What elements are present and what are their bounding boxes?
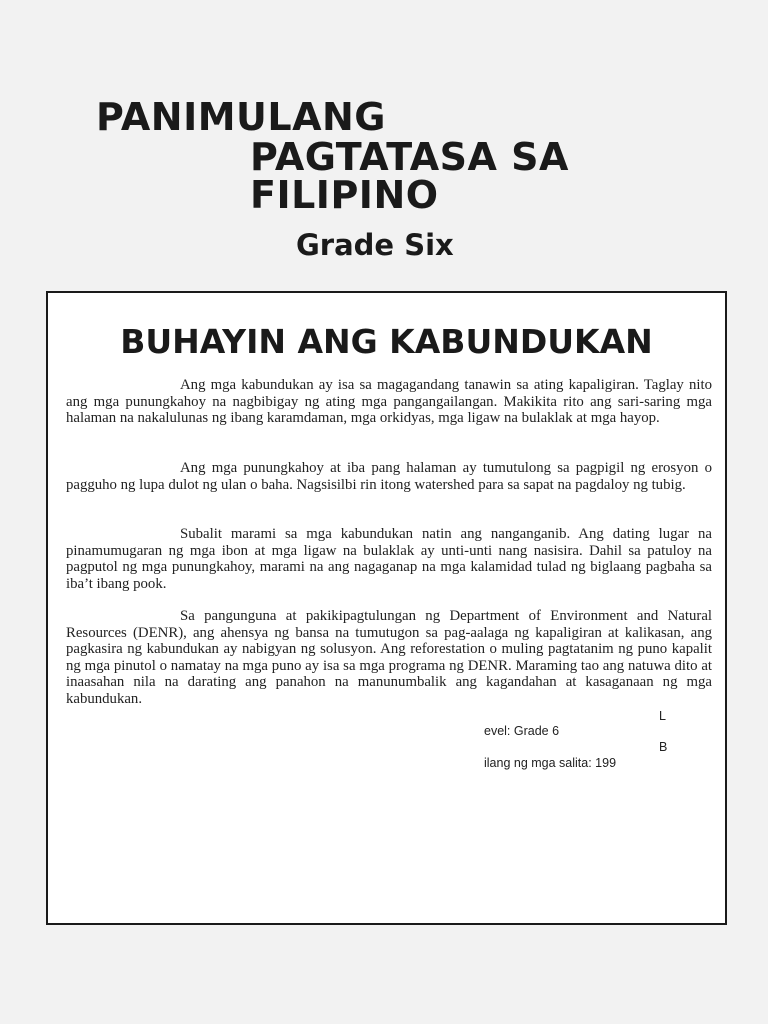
grade-label: Grade Six xyxy=(296,228,454,262)
title-line-3: FILIPINO xyxy=(250,173,439,217)
title-line-1: PANIMULANG xyxy=(96,95,386,139)
word-count-initial: B xyxy=(659,740,668,754)
story-paragraph-2: Ang mga punungkahoy at iba pang halaman ay tumutulong sa pagpigil ng erosyon o pagguho ng lupa dulot ng ulan o baha. Nagsisilbi rin itong watershed para sa sapat na pagdaloy ng tubig. xyxy=(66,460,712,493)
word-count-text: ilang ng mga salita: 199 xyxy=(484,756,617,770)
story-paragraph-4: Sa pangunguna at pakikipagtulungan ng Department of Environment and Natural Resources (DENR), ang ahensya ng bansa na tumutugon sa pag-aalaga ng kapaligiran at kalikasan, ang pagkasira ng kabundukan ay nabigyan ng solusyon. Ang reforestation o muling pagtatanim ng puno kapalit ng mga pinutol o namatay na mga puno ay isa sa mga programa ng DENR. Maraming tao ang natuwa dito at inaasahan nila na darating ang panahon na manunumbalik ang kagandahan at kasaganaan ng mga kabundukan. xyxy=(66,608,712,707)
story-paragraph-1: Ang mga kabundukan ay isa sa magagandang tanawin sa ating kapaligiran. Taglay nito ang mga punungkahoy na nagbibigay ng ating mga pangangailangan. Makikita rito ang sari-saring mga halaman na nakalulunas ng ibang karamdaman, mga orkidyas, mga ligaw na bulaklak at mga hayop. xyxy=(66,377,712,427)
title-line-2: PAGTATASA SA xyxy=(250,135,569,179)
story-box xyxy=(46,291,727,925)
level-text: evel: Grade 6 xyxy=(484,724,560,738)
story-paragraph-3: Subalit marami sa mga kabundukan natin ang nanganganib. Ang dating lugar na pinamumugaran ng mga ibon at mga ligaw na bulaklak ay unti-unti nang nasisira. Dahil sa patuloy na pagputol ng mga punungkahoy, marami na ang nagaganap na mga kalamidad tulad ng biglaang pagbaha sa iba’t ibang pook. xyxy=(66,526,712,592)
level-initial: L xyxy=(659,709,666,723)
story-title: BUHAYIN ANG KABUNDUKAN xyxy=(120,322,653,361)
